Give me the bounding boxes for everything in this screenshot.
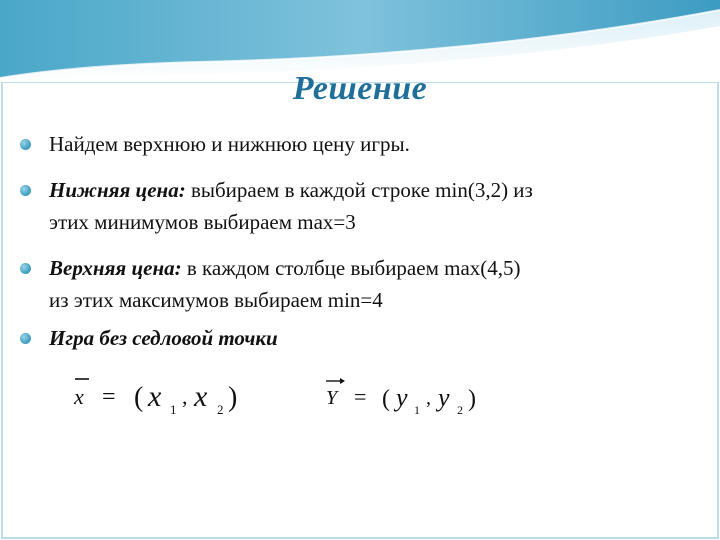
formula-x [72, 372, 292, 422]
bullet-text-line2: из этих максимумов выбираем min=4 [49, 288, 383, 312]
formula-area [72, 372, 532, 422]
bullet-text-line2: этих минимумов выбираем max=3 [49, 210, 356, 234]
formula-y-comma: , [426, 387, 431, 409]
formula-y-s2: 2 [457, 403, 463, 417]
bullet-text-block [49, 252, 700, 316]
slide-title: Решение [292, 70, 428, 107]
bullet-text-line1: выбираем в каждой строке min(3,2) из [185, 178, 533, 202]
formula-y-eq: = [354, 384, 367, 409]
bullet-dot-icon [20, 185, 31, 196]
formula-x-s1: 1 [170, 402, 177, 417]
bullet-text-line1: в каждом столбце выбираем max(4,5) [181, 256, 521, 280]
bullet-dot-icon [20, 333, 31, 344]
bullet-dot-icon [20, 263, 31, 274]
formula-y [324, 372, 524, 422]
formula-y-s1: 1 [414, 403, 420, 417]
formula-x-v2: x [194, 380, 208, 413]
formula-x-eq: = [102, 384, 116, 410]
formula-x-close: ) [228, 382, 238, 413]
bullet-text: Игра без седловой точки [49, 326, 278, 350]
bullet-text: Найдем верхнюю и нижнюю цену игры. [49, 132, 410, 156]
vector-arrow-icon [340, 378, 345, 384]
formula-x-comma: , [182, 384, 188, 409]
bullet-label: Нижняя цена: [49, 178, 186, 202]
formula-y-v1: y [396, 383, 408, 412]
formula-x-lhs: x [74, 384, 84, 409]
formula-x-open: ( [134, 382, 144, 413]
formula-y-v2: y [438, 383, 450, 412]
formula-y-close: ) [468, 386, 476, 412]
bullet-label: Верхняя цена: [49, 256, 182, 280]
formula-y-lhs: Y [326, 387, 338, 409]
formula-y-open: ( [382, 386, 390, 412]
formula-x-s2: 2 [217, 402, 224, 417]
bullet-dot-icon [20, 139, 31, 150]
bullet-text-block [49, 174, 700, 238]
formula-x-v1: x [148, 380, 162, 413]
